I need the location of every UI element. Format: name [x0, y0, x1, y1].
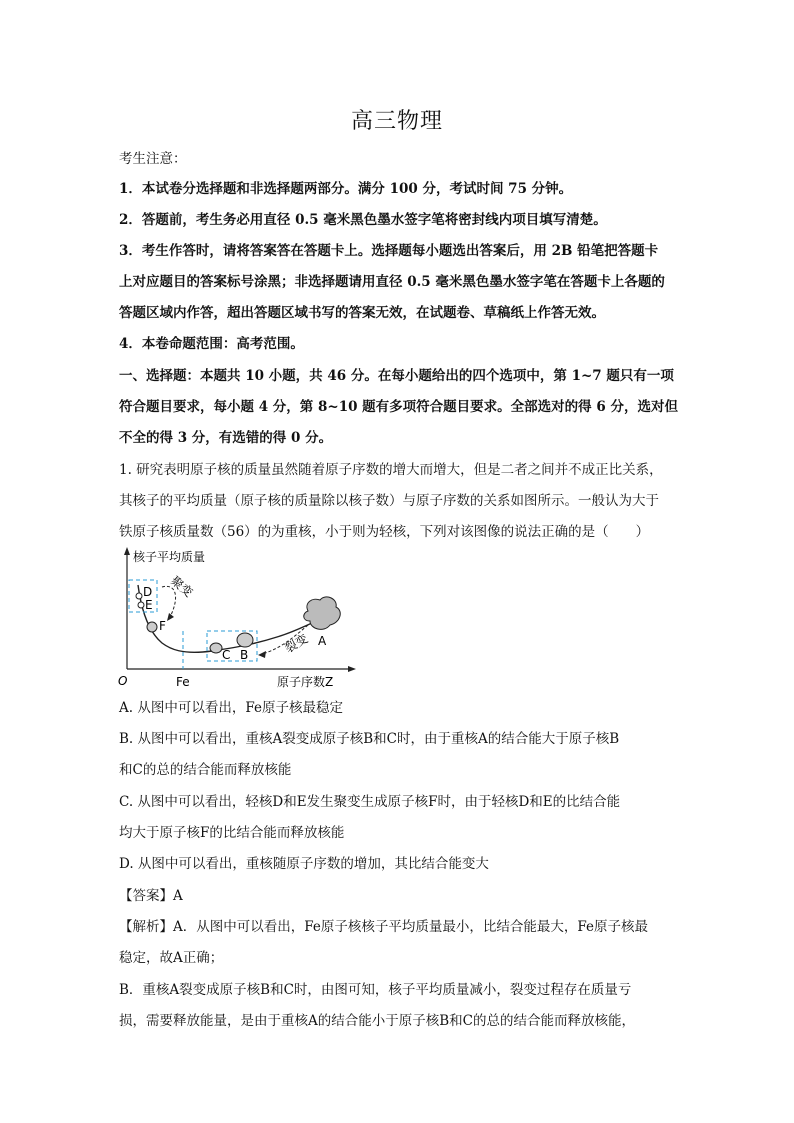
fusion-arrowhead [167, 613, 174, 621]
notice-item: 3．考生作答时，请将答案答在答题卡上。选择题每小题选出答案后，用 2B 铅笔把答题卡 [119, 243, 659, 259]
question-stem: 其核子的平均质量（原子核的质量除以核子数）与原子序数的关系如图所示。一般认为大于 [119, 493, 659, 509]
option-b: B. 从图中可以看出，重核A裂变成原子核B和C时，由于重核A的结合能大于原子核B [119, 731, 620, 747]
notice-item: 2．答题前，考生务必用直径 0.5 毫米黑色墨水签字笔将密封线内项目填写清楚。 [119, 212, 607, 228]
option-c: C. 从图中可以看出，轻核D和E发生聚变生成原子核F时，由于轻核D和E的比结合能 [119, 794, 621, 810]
nucleus-d [136, 593, 142, 599]
nucleus-b [237, 633, 253, 647]
fission-label: 裂变 [282, 631, 311, 656]
nucleus-f [147, 622, 157, 632]
nucleus-a-label: A [318, 634, 327, 648]
section-instruction: 不全的得 3 分，有选错的得 0 分。 [119, 430, 333, 446]
nucleus-b-label: B [240, 648, 249, 662]
fission-arrowhead [258, 651, 266, 658]
question-stem: 铁原子核质量数（56）的为重核，小于则为轻核，下列对该图像的说法正确的是（ ） [119, 524, 650, 540]
notice-item: 1．本试卷分选择题和非选择题两部分。满分 100 分，考试时间 75 分钟。 [119, 181, 573, 197]
nucleus-c-label: C [222, 648, 231, 662]
nucleus-d-label: D [143, 585, 153, 599]
nucleus-e-label: E [145, 598, 153, 612]
fusion-arrow [162, 586, 176, 617]
fusion-label: 聚变 [168, 573, 196, 600]
option-c-cont: 均大于原子核F的比结合能而释放核能 [119, 825, 345, 841]
notice-item: 4．本卷命题范围：高考范围。 [119, 336, 304, 352]
answer-value: A [173, 888, 183, 904]
question-stem: 1. 研究表明原子核的质量虽然随着原子序数的增大而增大，但是二者之间并不成正比关系， [119, 462, 663, 478]
analysis-text: A．从图中可以看出，Fe原子核核子平均质量最小，比结合能最大，Fe原子核最 [173, 919, 648, 935]
notice-item: 答题区域内作答，超出答题区域书写的答案无效，在试题卷、草稿纸上作答无效。 [119, 305, 605, 321]
binding-curve-figure [112, 545, 362, 693]
origin-label: O [118, 674, 128, 688]
answer-tag: 【答案】 [119, 888, 173, 904]
x-axis-label: 原子序数Z [277, 675, 334, 689]
analysis-line: 损，需要释放能量，是由于重核A的结合能小于原子核B和C的总的结合能而释放核能， [119, 1013, 635, 1029]
y-axis-arrow [124, 547, 130, 555]
analysis-line: B．重核A裂变成原子核B和C时，由图可知，核子平均质量减小，裂变过程存在质量亏 [119, 982, 632, 998]
nucleus-c [210, 643, 222, 653]
option-d: D. 从图中可以看出，重核随原子序数的增加，其比结合能变大 [119, 856, 489, 872]
nucleus-f-label: F [159, 619, 166, 633]
section-instruction: 一、选择题：本题共 10 小题，共 46 分。在每小题给出的四个选项中，第 1~7 题只有一项 [119, 368, 674, 384]
notice-heading: 考生注意： [119, 151, 187, 167]
notice-item: 上对应题目的答案标号涂黑；非选择题请用直径 0.5 毫米黑色墨水签字笔在答题卡上各题的 [119, 274, 665, 290]
analysis-tag: 【解析】 [119, 919, 173, 935]
y-axis-label: 核子平均质量 [133, 550, 206, 564]
page-title: 高三物理 [350, 109, 443, 134]
fe-label: Fe [176, 675, 190, 689]
section-instruction: 符合题目要求，每小题 4 分，第 8~10 题有多项符合题目要求。全部选对的得 6 分，选对但 [119, 399, 678, 415]
nucleus-e [138, 602, 144, 608]
analysis-line [119, 915, 679, 935]
analysis-line: 稳定，故A正确； [119, 950, 224, 966]
x-axis-arrow [348, 666, 356, 672]
option-a: A. 从图中可以看出，Fe原子核最稳定 [119, 700, 343, 716]
option-b-cont: 和C的总的结合能而释放核能 [119, 762, 292, 778]
answer-line [119, 884, 679, 904]
